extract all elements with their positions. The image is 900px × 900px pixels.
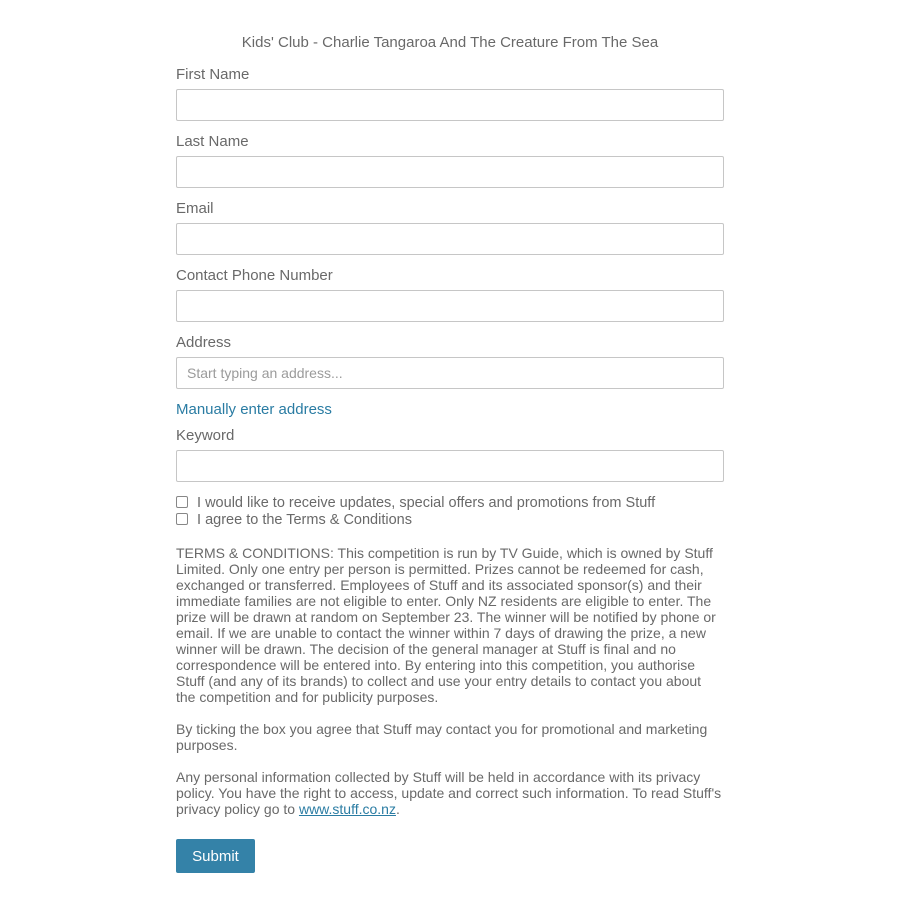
phone-field [176,267,724,322]
privacy-policy-paragraph [176,769,724,817]
privacy-text-before-link: Any personal information collected by Stuff will be held in accordance with its privacy policy. You have the right to access, update and correct such information. To read Stuff's privacy policy go to [176,769,722,817]
terms-checkbox-label: I agree to the Terms & Conditions [197,512,412,528]
terms-checkbox[interactable] [176,513,188,525]
page-title: Kids' Club - Charlie Tangaroa And The Creature From The Sea [241,34,659,51]
competition-form-page [176,0,724,873]
last-name-field [176,133,724,188]
ticking-box-paragraph: By ticking the box you agree that Stuff may contact you for promotional and marketing purposes. [176,721,708,753]
privacy-text-after-link: . [395,801,400,817]
phone-label: Contact Phone Number [176,267,333,284]
keyword-input[interactable] [176,450,724,482]
last-name-label: Last Name [176,133,249,150]
first-name-input[interactable] [176,89,724,121]
first-name-label: First Name [176,66,250,83]
promotions-checkbox-row[interactable] [176,495,724,512]
address-input[interactable] [176,357,724,389]
submit-button[interactable]: Submit [176,839,255,873]
email-input[interactable] [176,223,724,255]
entry-form [176,66,724,873]
address-field [176,334,724,389]
terms-and-conditions-paragraph: TERMS & CONDITIONS: This competition is run by TV Guide, which is owned by Stuff Limited. Only one entry per person is permitted. Prizes cannot be redeemed for cash, exchanged or transferred. Employees of Stuff and its associated sponsor(s) and their immediate families are not eligible to enter. Only NZ residents are eligible to enter. The prize will be drawn at random on September 23. The winner will be notified by phone or email. If we are unable to contact the winner within 7 days of drawing the prize, a new winner will be drawn. The decision of the general manager at Stuff is final and no correspondence will be entered into. By entering into this competition, you authorise Stuff (and any of its brands) to collect and use your entry details to contact you about the competition and for publicity purposes. [176,545,716,705]
keyword-field [176,427,724,482]
manual-address-row [176,401,724,419]
terms-checkbox-row[interactable] [176,512,724,529]
address-label: Address [176,334,232,351]
first-name-field [176,66,724,121]
email-field [176,200,724,255]
stuff-privacy-policy-link[interactable]: www.stuff.co.nz [298,801,396,817]
phone-input[interactable] [176,290,724,322]
promotions-checkbox[interactable] [176,496,188,508]
last-name-input[interactable] [176,156,724,188]
email-label: Email [176,200,214,217]
promotions-checkbox-label: I would like to receive updates, special offers and promotions from Stuff [197,495,656,511]
manually-enter-address-link[interactable]: Manually enter address [176,401,332,418]
keyword-label: Keyword [176,427,235,444]
checkbox-section [176,495,724,529]
